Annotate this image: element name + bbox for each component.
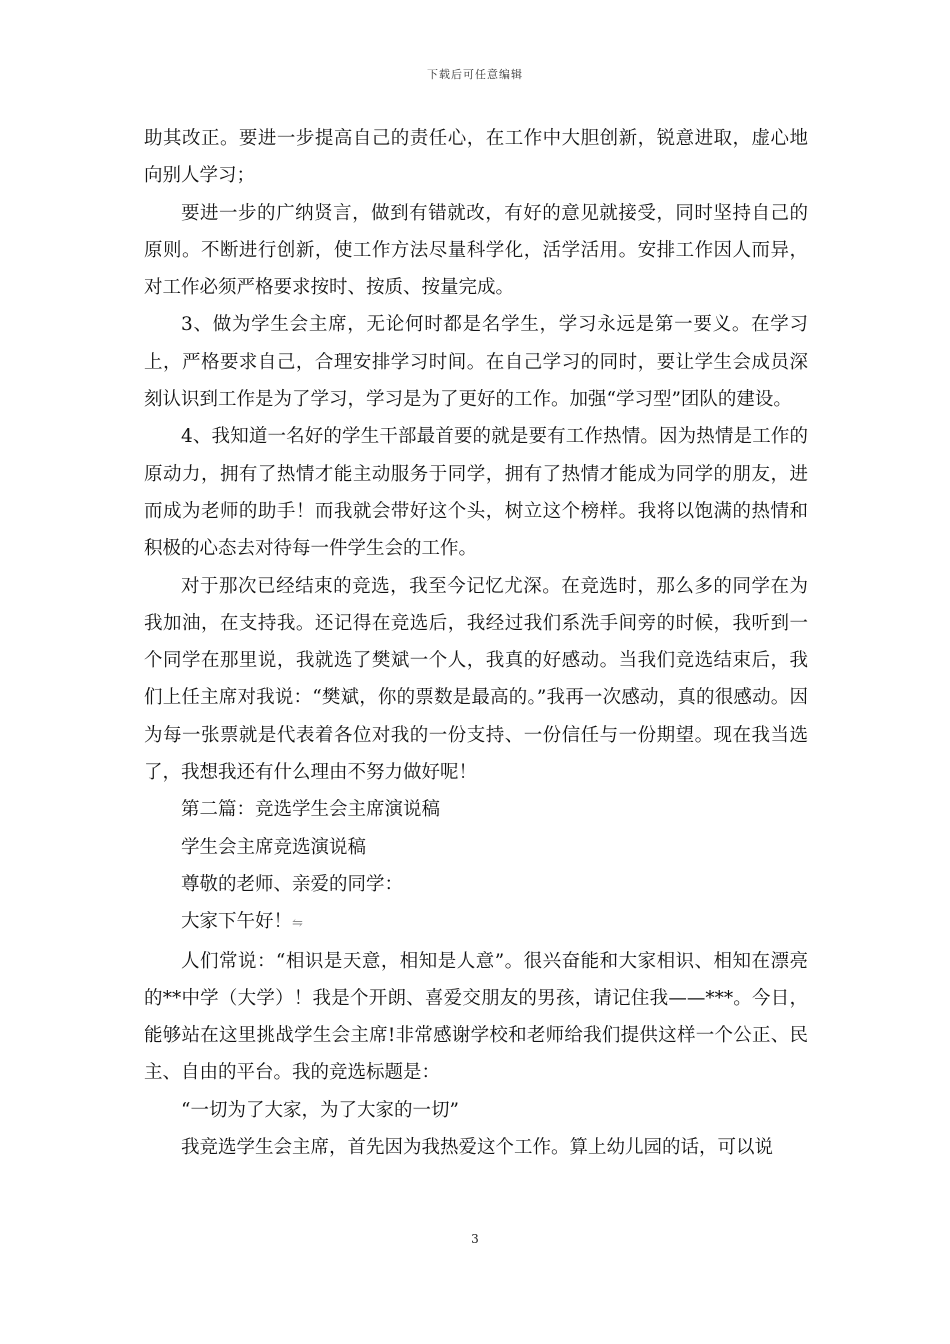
page-header: 下载后可任意编辑 — [427, 68, 523, 81]
line-break-mark-icon: ⇋ — [292, 916, 303, 932]
paragraph: 要进一步的广纳贤言，做到有错就改，有好的意见就接受，同时坚持自己的原则。不断进行创新，使工作方法尽量科学化，活学活用。安排工作因人而异，对工作必须严格要求按时、按质、按量完成。 — [144, 202, 808, 299]
paragraph: 我竞选学生会主席，首先因为我热爱这个工作。算上幼儿园的话，可以说 — [181, 1137, 774, 1159]
campaign-slogan: “一切为了大家，为了大家的一切” — [181, 1099, 459, 1121]
paragraph: 3、做为学生会主席，无论何时都是名学生，学习永远是第一要义。在学习上，严格要求自己，合理安排学习时间。在自己学习的同时，要让学生会成员深刻认识到工作是为了学习，学习是为了更好的工作。加强“学习型”团队的建设。 — [144, 314, 808, 411]
section-title: 第二篇：竞选学生会主席演说稿 — [181, 799, 441, 821]
paragraph: 4、我知道一名好的学生干部最首要的就是要有工作热情。因为热情是工作的原动力，拥有了热情才能主动服务于同学，拥有了热情才能成为同学的朋友，进而成为老师的助手！而我就会带好这个头，树立这个榜样。我将以饱满的热情和积极的心态去对待每一件学生会的工作。 — [144, 426, 808, 560]
salutation: 尊敬的老师、亲爱的同学： — [181, 873, 404, 895]
speech-title: 学生会主席竞选演说稿 — [181, 836, 367, 858]
paragraph: 对于那次已经结束的竞选，我至今记忆尤深。在竞选时，那么多的同学在为我加油，在支持我。还记得在竞选后，我经过我们系洗手间旁的时候，我听到一个同学在那里说，我就选了樊斌一个人，我真的好感动。当我们竞选结束后，我们上任主席对我说：“樊斌，你的票数是最高的。”我再一次感动，真的很感动。因为每一张票就是代表着各位对我的一份支持、一份信任与一份期望。现在我当选了，我想我还有什么理由不努力做好呢！ — [144, 575, 808, 784]
paragraph: 人们常说：“相识是天意，相知是人意”。很兴奋能和大家相识、相知在漂亮的**中学（大学）！我是个开朗、喜爱交朋友的男孩，请记住我——***。今日，能够站在这里挑战学生会主席!非常感谢学校和老师给我们提供这样一个公正、民主、自由的平台。我的竞选标题是： — [144, 950, 809, 1084]
page-number: 3 — [471, 1232, 479, 1246]
paragraph: 助其改正。要进一步提高自己的责任心，在工作中大胆创新，锐意进取，虚心地向别人学习； — [144, 128, 808, 187]
greeting-line — [144, 903, 808, 942]
greeting-text: 大家下午好！ — [181, 911, 293, 933]
document-body — [144, 120, 808, 1166]
